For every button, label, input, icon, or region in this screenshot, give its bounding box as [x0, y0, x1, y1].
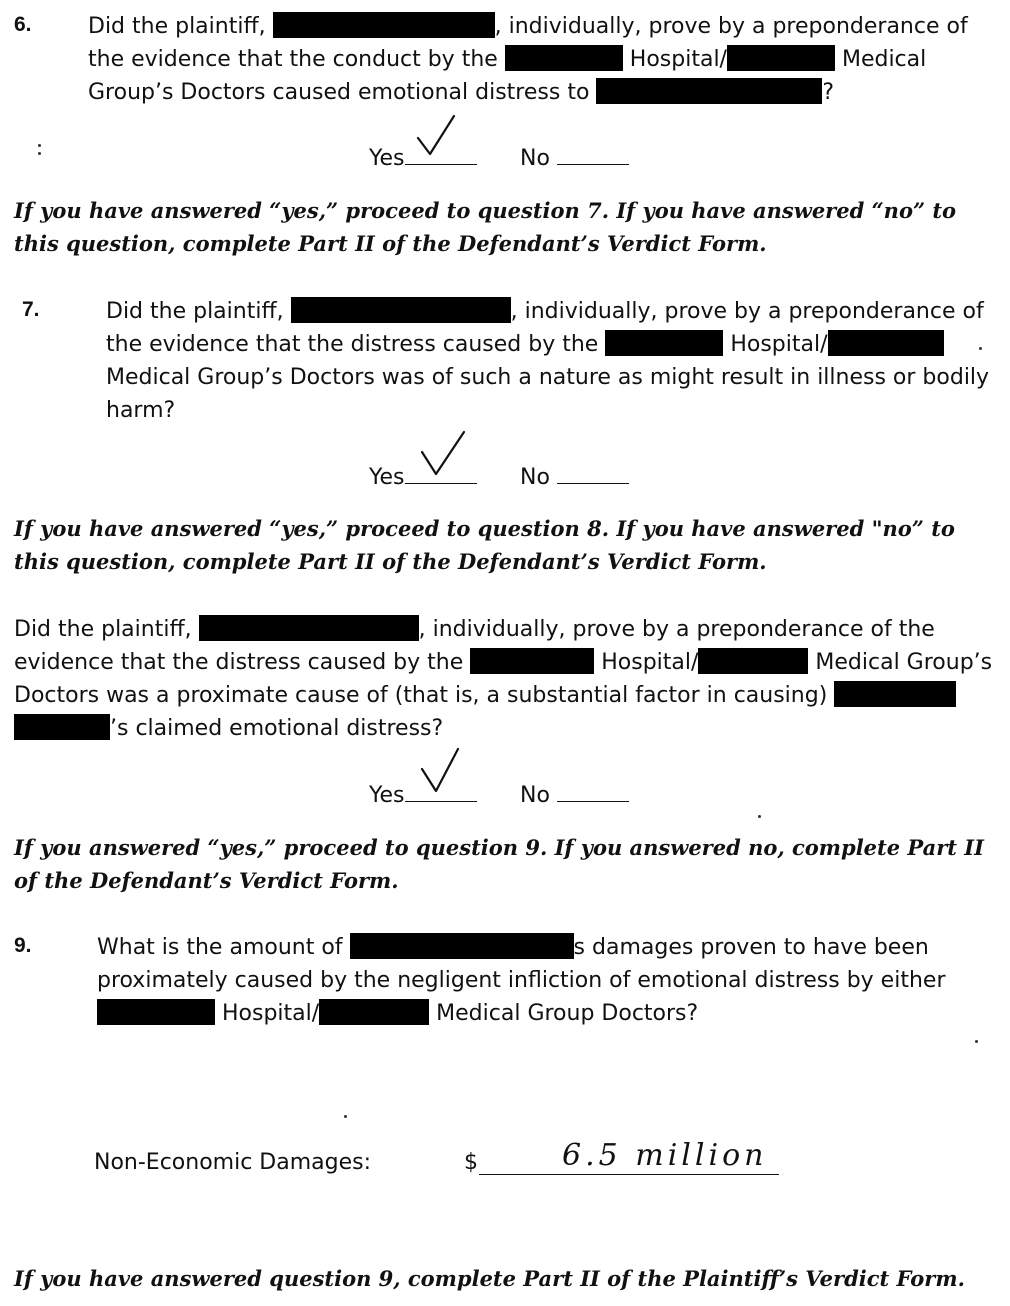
scan-speck: [38, 144, 41, 147]
redaction: [350, 933, 574, 959]
q7-number: 7.: [22, 298, 40, 321]
q7-no-answer[interactable]: [520, 465, 629, 490]
q9-instruction: If you have answered question 9, complete Part II of the Plaintiff’s Verdict Form.: [14, 1266, 965, 1291]
scan-speck: [344, 1115, 347, 1118]
q8-text: Medical Group’s: [808, 650, 993, 675]
q8-text: ’s claimed emotional distress?: [110, 716, 444, 741]
q7-text: Did the plaintiff,: [106, 299, 291, 324]
q9-text: s damages proven to have been: [573, 935, 929, 960]
q6-text: Hospital/: [622, 47, 727, 72]
damages-field[interactable]: [479, 1174, 779, 1175]
scan-speck: [979, 347, 982, 350]
q6-text: Medical: [834, 47, 927, 72]
redaction: [199, 615, 419, 641]
q6-text: the evidence that the conduct by the: [88, 47, 505, 72]
redaction: [828, 330, 944, 356]
q7-question: [106, 295, 989, 427]
q8-no-answer[interactable]: [520, 783, 629, 808]
redaction: [698, 648, 808, 674]
redaction: [14, 714, 110, 740]
redaction: [605, 330, 723, 356]
q8-text: Did the plaintiff,: [14, 617, 199, 642]
q9-text: What is the amount of: [97, 935, 350, 960]
q9-text: proximately caused by the negligent infliction of emotional distress by either: [97, 968, 946, 993]
redaction: [273, 12, 495, 38]
no-blank[interactable]: [557, 465, 629, 484]
q6-number: 6.: [14, 13, 32, 36]
q6-text: Did the plaintiff,: [88, 14, 273, 39]
redaction: [834, 681, 956, 707]
q6-text: ?: [822, 80, 835, 105]
redaction: [319, 999, 429, 1025]
redaction: [97, 999, 215, 1025]
no-label: No: [520, 465, 550, 490]
redaction: [291, 297, 511, 323]
no-blank[interactable]: [557, 783, 629, 802]
checkmark-icon: [416, 428, 472, 478]
no-label: No: [520, 783, 550, 808]
q9-text: Medical Group Doctors?: [429, 1001, 699, 1026]
damages-value: 6.5 million: [562, 1138, 768, 1173]
scan-speck: [975, 1040, 978, 1043]
q7-text: Medical Group’s Doctors was of such a nature as might result in illness or bodily: [106, 365, 990, 390]
redaction: [596, 78, 822, 104]
currency-symbol: $: [464, 1150, 478, 1175]
yes-label: Yes: [369, 465, 405, 490]
q8-text: Hospital/: [594, 650, 699, 675]
scan-speck: [38, 152, 41, 155]
q7-text: , individually, prove by a preponderance of: [510, 299, 984, 324]
q7-text: Hospital/: [723, 332, 828, 357]
q9-number: 9.: [14, 934, 32, 957]
redaction: [470, 648, 594, 674]
q8-instruction: If you answered “yes,” proceed to question 9. If you answered no, complete Part II of the Defendant’s Verdict Form.: [14, 835, 984, 893]
redaction: [505, 45, 623, 71]
q6-instruction: If you have answered “yes,” proceed to question 7. If you have answered “no” to this question, complete Part II of the Defendant’s Verdict Form.: [14, 198, 957, 256]
q9-text: Hospital/: [215, 1001, 320, 1026]
q6-text: , individually, prove by a preponderance of: [494, 14, 968, 39]
q8-question: [14, 613, 992, 745]
scan-speck: [758, 815, 761, 818]
redaction: [727, 45, 835, 71]
q6-no-answer[interactable]: [520, 146, 629, 171]
q6-text: Group’s Doctors caused emotional distress to: [88, 80, 597, 105]
checkmark-icon: [412, 110, 468, 160]
no-label: No: [520, 146, 550, 171]
yes-label: Yes: [369, 783, 405, 808]
q7-text: harm?: [106, 398, 176, 423]
q8-text: evidence that the distress caused by the: [14, 650, 471, 675]
q8-text: Doctors was a proximate cause of (that is, a substantial factor in causing): [14, 683, 835, 708]
q6-question: [88, 10, 968, 109]
yes-label: Yes: [369, 146, 405, 171]
q7-instruction: If you have answered “yes,” proceed to question 8. If you have answered "no” to this question, complete Part II of the Defendant’s Verdict Form.: [14, 516, 955, 574]
damages-label: Non-Economic Damages:: [94, 1150, 371, 1175]
no-blank[interactable]: [557, 146, 629, 165]
q8-text: , individually, prove by a preponderance of the: [418, 617, 935, 642]
q9-question: [97, 931, 945, 1030]
checkmark-icon: [416, 745, 472, 795]
q7-text: the evidence that the distress caused by the: [106, 332, 606, 357]
